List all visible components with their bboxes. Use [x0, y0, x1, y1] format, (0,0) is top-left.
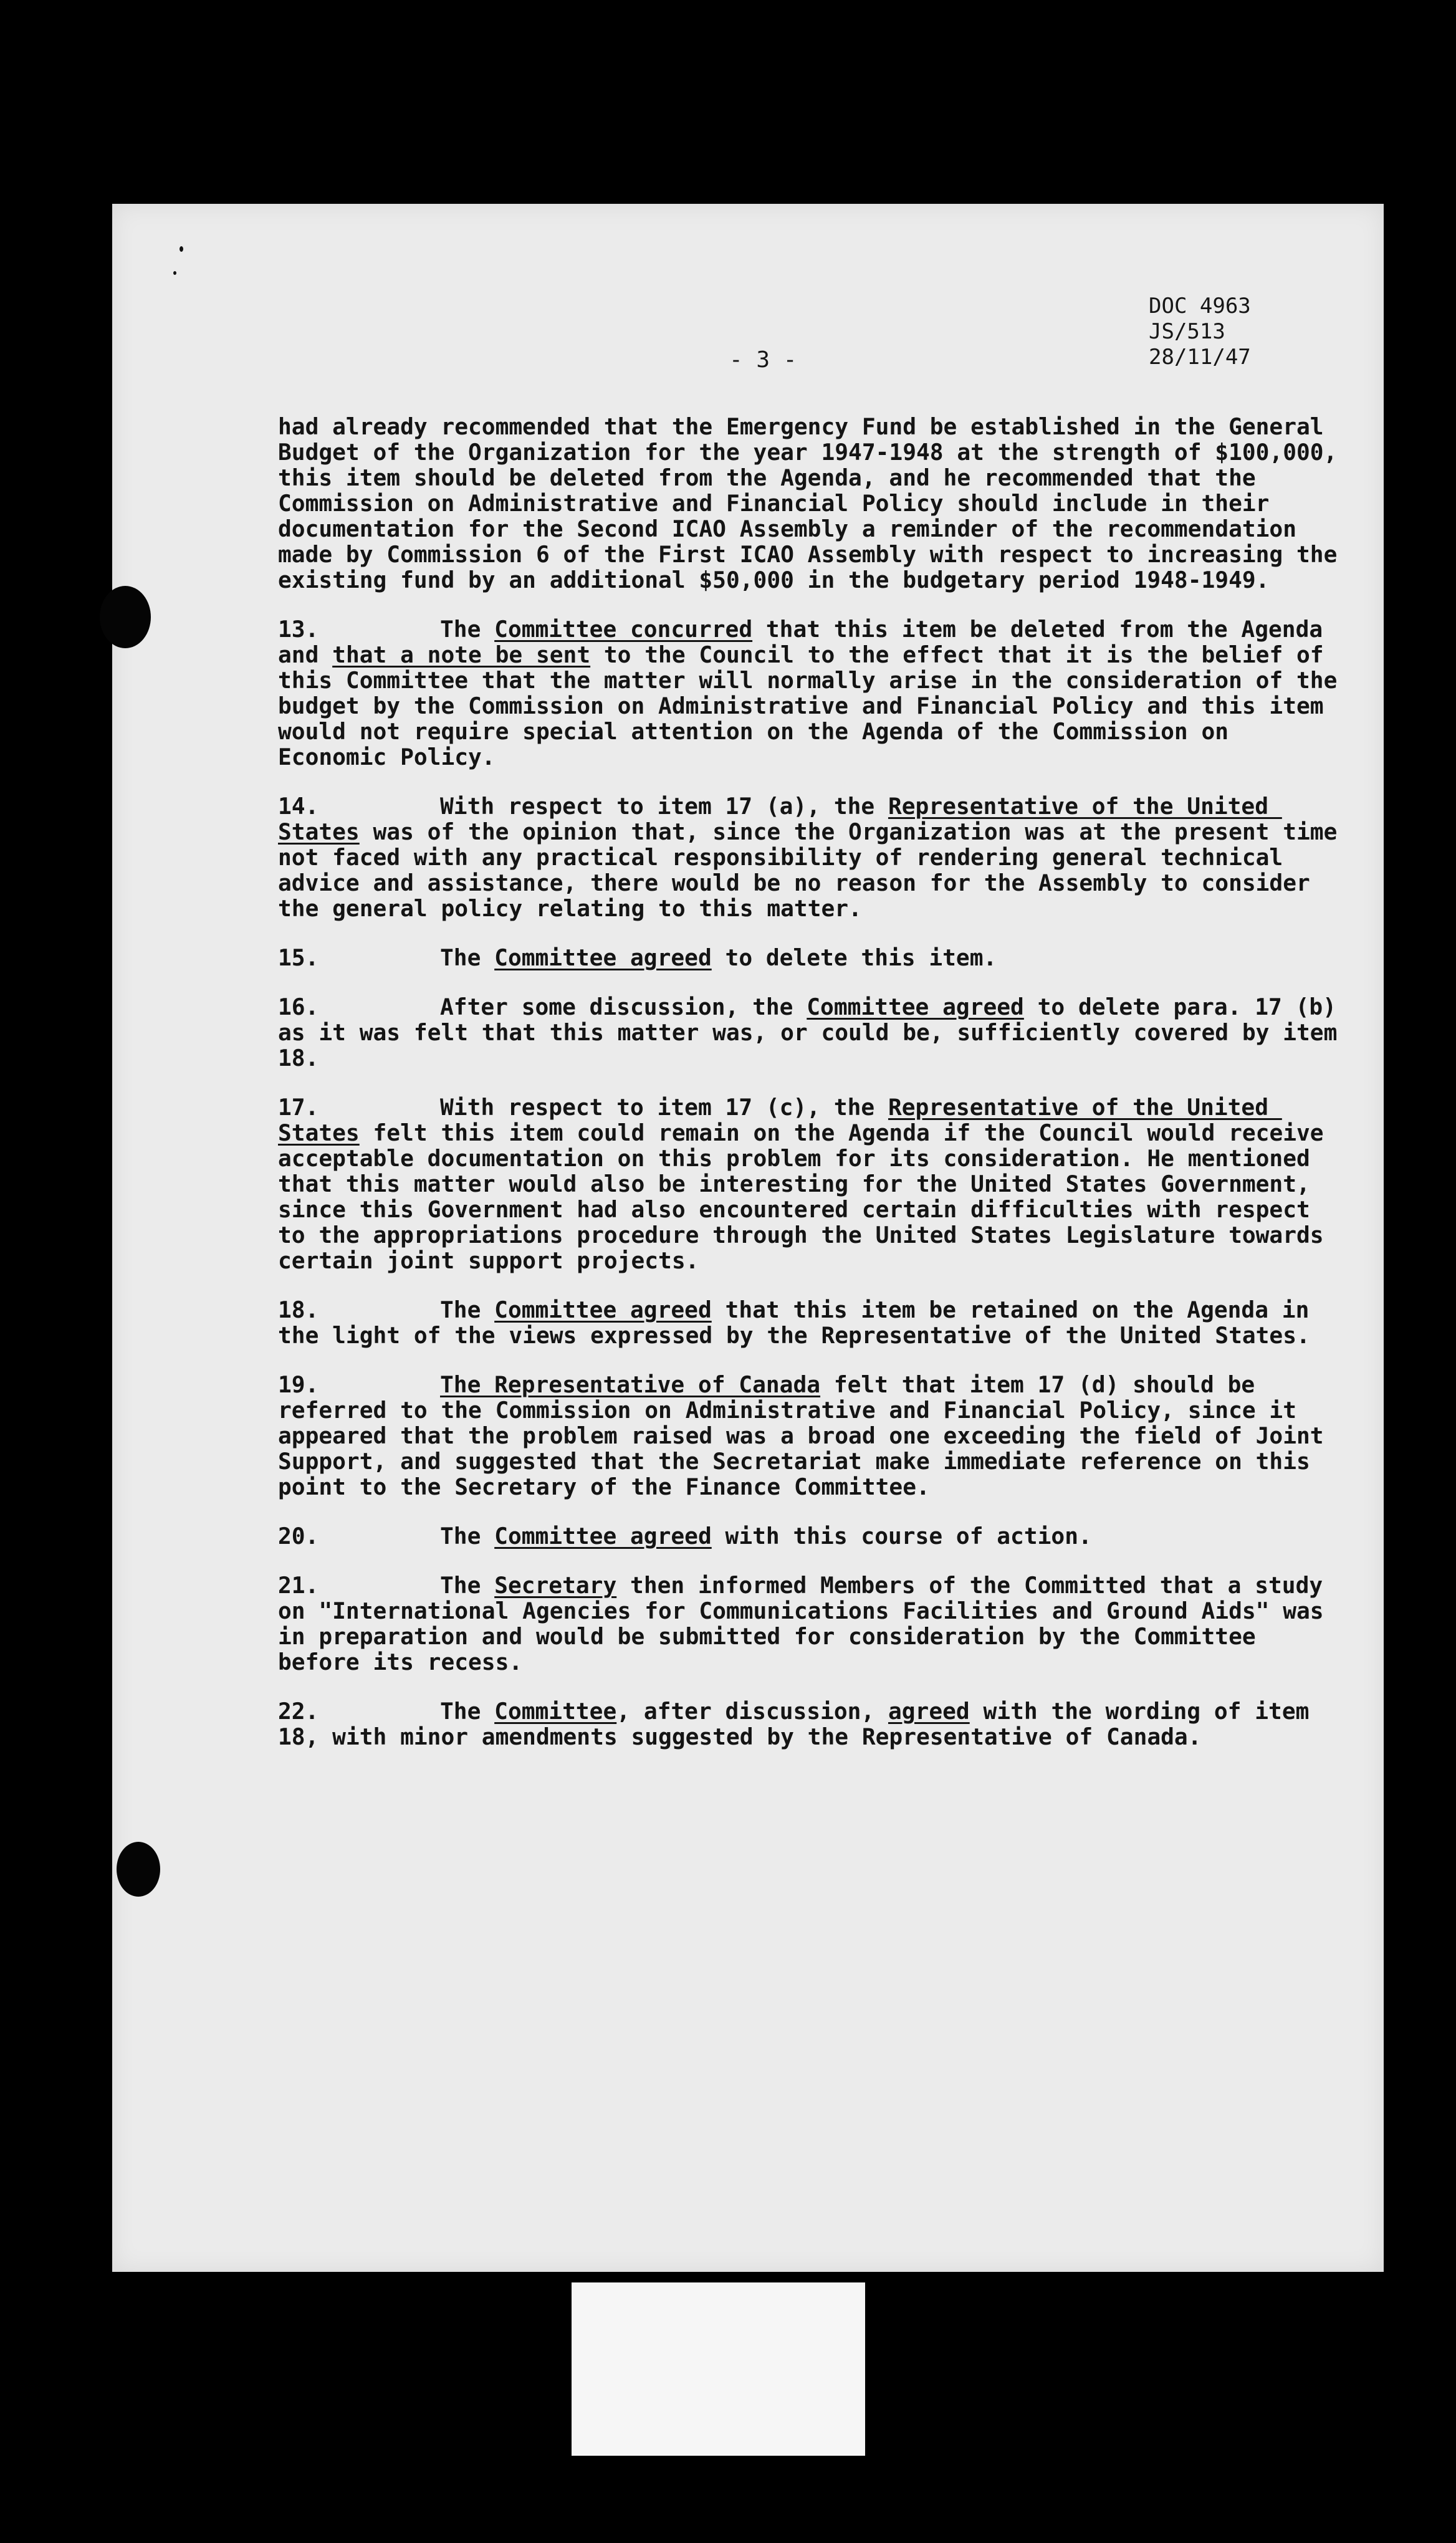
paragraph [278, 1094, 1350, 1273]
paragraph-number: 16. [278, 994, 319, 1020]
underlined-text: Committee [494, 1698, 617, 1725]
paragraph [278, 1573, 1350, 1675]
paragraph-text: After some discussion, the [440, 994, 807, 1020]
underlined-text: Committee agreed [494, 1296, 712, 1323]
paragraph [278, 414, 1350, 593]
paragraph [278, 616, 1350, 770]
paragraph [278, 1297, 1350, 1348]
paragraph-number: 22. [278, 1698, 319, 1725]
doc-series: JS/513 [1149, 319, 1225, 344]
underlined-text: Committee agreed [494, 944, 712, 971]
paragraph-number: 14. [278, 793, 319, 820]
paragraph-text: to delete para. 17 (b) as it was felt that this matter was, or could be, sufficiently covered by item 18. [278, 994, 1351, 1071]
punch-hole-top [100, 586, 151, 648]
doc-date: 28/11/47 [1149, 345, 1251, 370]
paragraph-text: With respect to item 17 (c), the [440, 1094, 888, 1121]
paragraph [278, 793, 1350, 921]
ink-speck [180, 246, 183, 252]
paragraph-text: The [440, 1698, 495, 1725]
paragraph-number: 20. [278, 1523, 319, 1549]
paragraph-number: 17. [278, 1094, 319, 1121]
paragraph-text: The [440, 944, 495, 971]
paragraph-text: with this course of action. [711, 1523, 1092, 1549]
paragraph-text: felt this item could remain on the Agenda if the Council would receive acceptable documentation on this problem for its consideration. He mentioned that this matter would also be interesting for the United States Government, since this Government had also encountered certain difficulties with respect to the appropriations procedure through the United States Legislature towards certain joint support projects. [278, 1119, 1338, 1274]
paragraph-number: 13. [278, 616, 319, 643]
underlined-text: agreed [888, 1698, 970, 1725]
paragraph-text: to the Council to the effect that it is the belief of this Committee that the matter will normally arise in the consideration of the budget by the Commission on Administrative and Financial Policy and this item would not require special attention on the Agenda of the Commission on Economic Policy. [278, 641, 1351, 770]
paragraph-number: 15. [278, 944, 319, 971]
paragraph [278, 994, 1350, 1071]
document-body [278, 414, 1350, 1773]
paragraph-text: that this item be retained on the Agenda in the light of the views expressed by the Representative of the United States. [278, 1296, 1323, 1349]
punch-hole-bottom [117, 1842, 160, 1897]
paragraph-text: The [440, 1523, 495, 1549]
paragraph-text: With respect to item 17 (a), the [440, 793, 888, 820]
paragraph-text: , after discussion, [616, 1698, 888, 1725]
paragraph [278, 1372, 1350, 1500]
paragraph-number: 19. [278, 1371, 319, 1398]
paragraph [278, 1698, 1350, 1750]
paragraph-text: with the wording of item 18, with minor amendments suggested by the Representative of Canada. [278, 1698, 1323, 1750]
paragraph [278, 1523, 1350, 1549]
paragraph-text: felt that item 17 (d) should be referred to the Commission on Administrative and Financial Policy, since it appeared that the problem raised was a broad one exceeding the field of Joint Support, and suggested that the Secretariat make immediate reference on this point to the Secretary of the Finance Committee. [278, 1371, 1338, 1500]
underlined-text: Committee agreed [494, 1523, 712, 1549]
underlined-text: Representative of the United States [278, 1094, 1282, 1146]
paragraph-text: had already recommended that the Emergency Fund be established in the General Budget of the Organization for the year 1947-1948 at the strength of $100,000, this item should be deleted from the Agenda, and he recommended that the Commission on Administrative and Financial Policy should include in their documentation for the Second ICAO Assembly a reminder of the recommendation made by Commission 6 of the First ICAO Assembly with respect to increasing the existing fund by an additional $50,000 in the budgetary period 1948-1949. [278, 413, 1351, 593]
doc-number: DOC 4963 [1149, 294, 1251, 318]
paragraph-text: then informed Members of the Committed that a study on "International Agencies for Communications Facilities and Ground Aids" was in preparation and would be submitted for consideration by the Committee before its recess. [278, 1572, 1338, 1675]
page-number: - 3 - [729, 347, 797, 373]
underlined-text: that a note be sent [332, 641, 591, 668]
paragraph-text: The [440, 1572, 495, 1599]
ink-speck [173, 271, 176, 275]
paragraph-number: 18. [278, 1296, 319, 1323]
paragraph-text: to delete this item. [711, 944, 997, 971]
paragraph-number: 21. [278, 1572, 319, 1599]
underlined-text: Committee concurred [494, 616, 753, 643]
paragraph-text: The [440, 1296, 495, 1323]
underlined-text: Representative of the United States [278, 793, 1282, 845]
paragraph-text: that this item be deleted from the Agenda and [278, 616, 1336, 668]
blank-card [572, 2282, 865, 2456]
document-reference [1149, 294, 1251, 370]
underlined-text: Committee agreed [807, 994, 1024, 1020]
paragraph [278, 945, 1350, 970]
underlined-text: Secretary [494, 1572, 617, 1599]
paragraph-text: The [440, 616, 495, 643]
underlined-text: The Representative of Canada [440, 1371, 821, 1398]
paragraph-text: was of the opinion that, since the Organization was at the present time not faced with any practical responsibility of rendering general technical advice and assistance, there would be no reason for the Assembly to consider the general policy relating to this matter. [278, 818, 1351, 922]
